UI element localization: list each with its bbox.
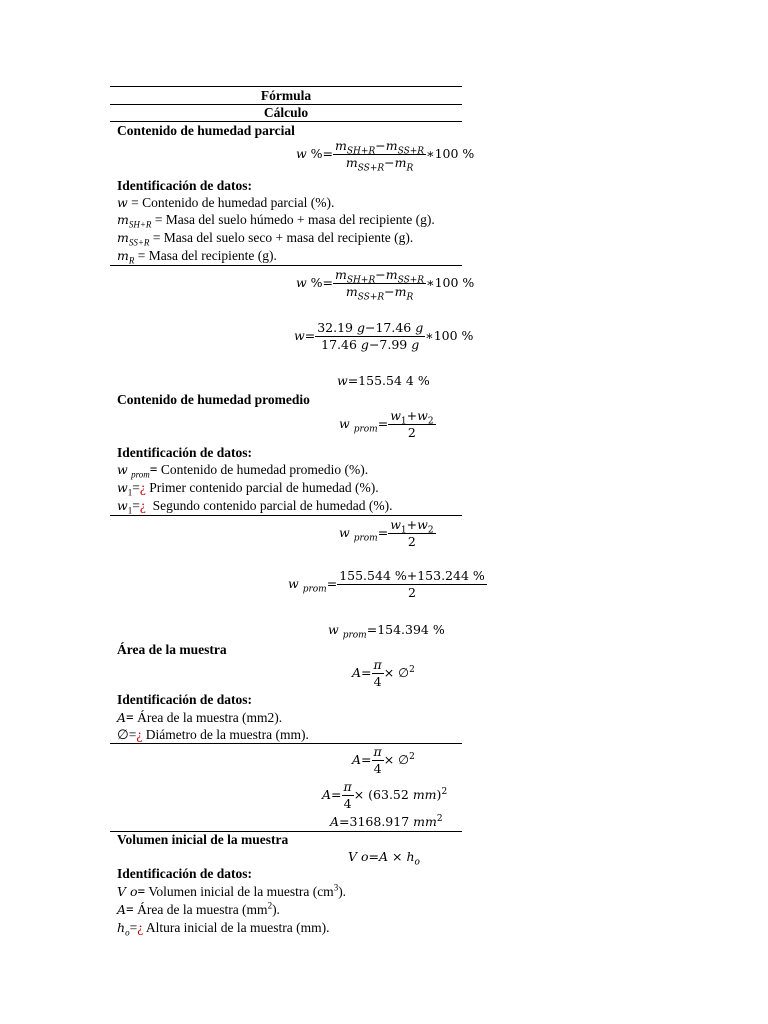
formula-humedad-promedio: w $_{prom}$= $\frac{w_1+w_2}{2}$ bbox=[339, 408, 434, 440]
formula-humedad-parcial: w %= $\frac{m_{SH+R}-m_{SS+R}}{m_{SS+R}-m_R}$ ∗100 % bbox=[296, 138, 475, 174]
var-w: w = Contenido de humedad parcial (%). bbox=[117, 195, 335, 210]
var-mss: $m_{SS+R}$ = Masa del suelo seco + masa del recipiente (g). bbox=[117, 230, 414, 248]
id-title-3: Identificación de datos: bbox=[117, 692, 252, 707]
formula-volumen: V $o=A \times h_o$ bbox=[348, 849, 420, 868]
header-calculo: Cálculo bbox=[263, 105, 309, 120]
var-w1: $w_1=¿$ Primer contenido parcial de humedad (%). bbox=[117, 480, 379, 498]
var-diam: ∅=¿ Diámetro de la muestra (mm). bbox=[117, 727, 309, 742]
rule-s1 bbox=[110, 265, 462, 266]
calc-3-result: A=3168.917 $mm^2$ bbox=[330, 813, 443, 829]
rule-s3 bbox=[110, 743, 462, 744]
rule-s2 bbox=[110, 515, 462, 516]
id-title-4: Identificación de datos: bbox=[117, 866, 252, 881]
calc-1-formula: w %= $\frac{m_{SH+R}-m_{SS+R}}{m_{SS+R}-m_R}$ ∗100 % bbox=[296, 267, 475, 303]
header-formula: Fórmula bbox=[260, 88, 312, 103]
id-title-1: Identificación de datos: bbox=[117, 178, 252, 193]
calc-3-formula: A= $\frac{\pi}{4}$ × ∅$^2$ bbox=[352, 744, 415, 776]
var-a2: A= Área de la muestra $(mm^2)$. bbox=[117, 900, 280, 917]
formula-area: A= $\frac{\pi}{4}$ × ∅$^2$ bbox=[352, 657, 415, 689]
var-w2: $w_1=¿$ Segundo contenido parcial de humedad (%). bbox=[117, 498, 393, 516]
calc-2-substitution: w $_{prom}$= $\frac{155.544 \%+153.244 \%}{2}$ bbox=[288, 568, 485, 600]
var-vo: V o= Volumen inicial de la muestra $(cm^3)$. bbox=[117, 882, 347, 899]
var-ho: $h_o=¿$ Altura inicial de la muestra (mm). bbox=[117, 920, 330, 938]
calc-3-substitution: A= $\frac{\pi}{4}$ × (63.52 mm)$^2$ bbox=[322, 779, 448, 811]
var-mr: $m_R$ = Masa del recipiente (g). bbox=[117, 248, 277, 266]
section-title-area: Área de la muestra bbox=[117, 642, 227, 657]
id-title-2: Identificación de datos: bbox=[117, 445, 252, 460]
calc-2-formula: w $_{prom}$= $\frac{w_1+w_2}{2}$ bbox=[339, 517, 434, 549]
calc-2-result: w $_{prom}$=154.394 % bbox=[328, 622, 445, 641]
calc-1-result: w=155.54 4 % bbox=[337, 373, 430, 388]
header-rule-2 bbox=[110, 121, 462, 122]
section-title-humedad-promedio: Contenido de humedad promedio bbox=[117, 392, 310, 407]
section-title-humedad-parcial: Contenido de humedad parcial bbox=[117, 123, 295, 138]
section-title-volumen: Volumen inicial de la muestra bbox=[117, 832, 289, 847]
table-top-rule bbox=[110, 86, 462, 87]
var-a: A= Área de la muestra (mm2). bbox=[117, 710, 283, 725]
var-wprom: w $_{prom}$= Contenido de humedad promedio (%). bbox=[117, 462, 369, 480]
calc-1-substitution: w= $\frac{32.19 g-17.46 g}{17.46 g-7.99 g}$ ∗100 % bbox=[294, 320, 474, 352]
var-msh: $m_{SH+R}$ = Masa del suelo húmedo + masa del recipiente (g). bbox=[117, 212, 435, 230]
